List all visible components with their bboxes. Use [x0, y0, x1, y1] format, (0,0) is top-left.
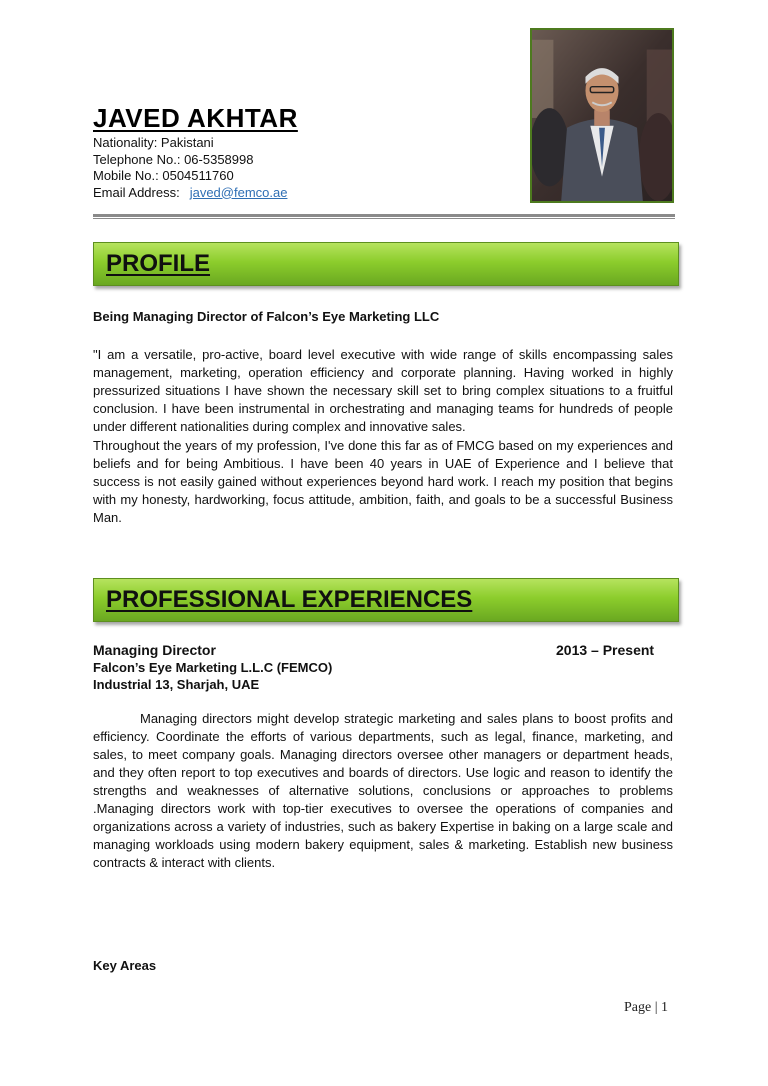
profile-subtitle: Being Managing Director of Falcon’s Eye Marketing LLC	[93, 309, 440, 324]
job-description: Managing directors might develop strategic marketing and sales plans to boost profits and efficiency. Coordinate the efforts of various departments, such as legal, finance, marketing, and sales, to meet company goals. Managing directors oversee other managers or department heads, and they often report to top executives and boards of directors. Use logic and reason to identify the strengths and weaknesses of alternative solutions, conclusions or approaches to problems .Managing directors work with top-tier executives to oversee the operations of companies and organizations across a variety of industries, such as bakery Expertise in baking on a large scale and managing workloads using modern bakery equipment, sales & marketing. Establish new business contracts & interact with clients.	[93, 711, 673, 870]
job-title: Managing Director	[93, 642, 216, 658]
mobile: Mobile No.: 0504511760	[93, 168, 234, 183]
email-link[interactable]: javed@femco.ae	[189, 184, 288, 200]
job-location: Industrial 13, Sharjah, UAE	[93, 677, 260, 692]
header-divider	[93, 214, 675, 217]
contact-details	[93, 135, 287, 201]
header-divider-thin	[93, 218, 675, 219]
profile-paragraph-1: "I am a versatile, pro-active, board level executive with wide range of skills encompassing sales management, marketing, operation efficiency and corporate planning. Having worked in highly pressurized situations I have shown the necessary skill set to bring complex situations to a fruitful conclusion. I have been instrumental in orchestrating and managing teams for hundreds of people under different nationalities during complex and innovative sales.	[93, 347, 673, 434]
profile-photo	[530, 28, 674, 203]
page-number: Page | 1	[624, 1000, 669, 1015]
job-dates: 2013 – Present	[556, 642, 655, 658]
profile-paragraph-2: Throughout the years of my profession, I've done this far as of FMCG based on my experiences and beliefs and for being Ambitious. I have been 40 years in UAE of Experience and I believe that success is not easily gained without experiences beyond hard work. I reach my position that begins with my honesty, hardworking, focus attitude, ambition, faith, and goals to be a successful Business Man.	[93, 438, 673, 525]
experience-section-header	[93, 578, 679, 622]
portrait-image	[532, 30, 672, 201]
profile-section-header	[93, 242, 679, 286]
email-label: Email Address:	[93, 184, 180, 200]
job-company: Falcon’s Eye Marketing L.L.C (FEMCO)	[93, 660, 333, 675]
experience-heading: PROFESSIONAL EXPERIENCES	[106, 586, 473, 613]
nationality: Nationality: Pakistani	[93, 135, 214, 150]
profile-heading: PROFILE	[106, 250, 211, 277]
telephone: Telephone No.: 06-5358998	[93, 151, 254, 167]
candidate-name: JAVED AKHTAR	[93, 103, 298, 133]
key-areas-heading: Key Areas	[93, 958, 157, 973]
email-row	[93, 185, 287, 202]
